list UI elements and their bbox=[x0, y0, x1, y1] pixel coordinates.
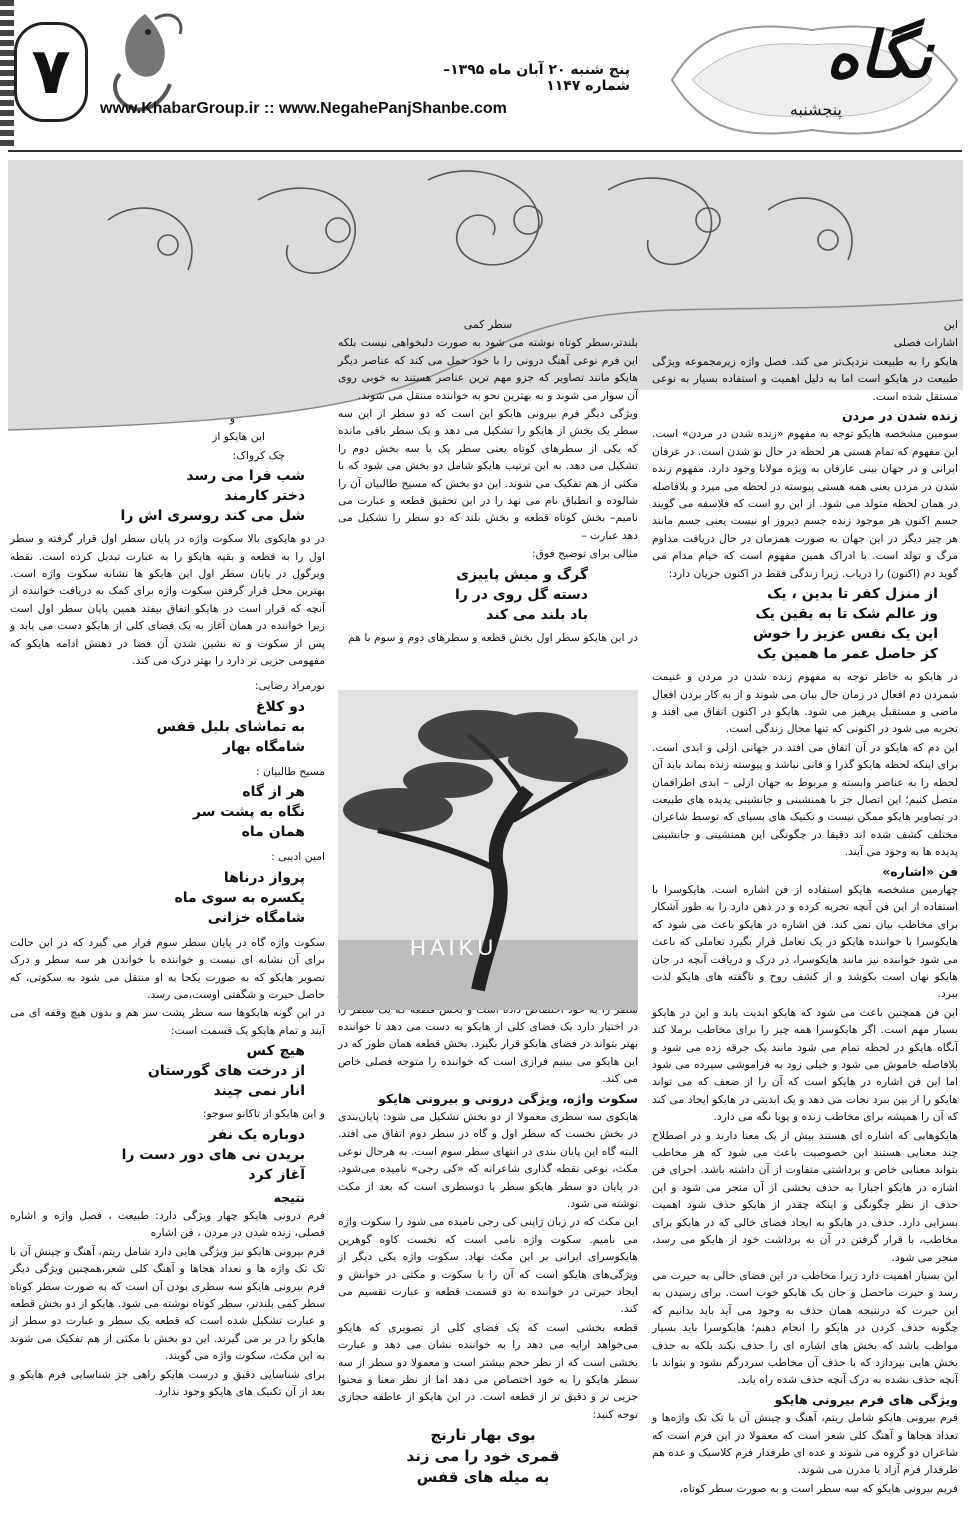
section-heading: نتیجه bbox=[273, 1189, 305, 1205]
logo bbox=[662, 0, 962, 150]
paragraph: قطعه بخشی است که یک فضای کلی از تصویری که هایکو می‌خواهد ارایه می دهد را به خواننده نشان می دهد و عبارت بخشی است که از نظر حجم بیشتر است و معمولا دو سطر از سه سطر هایکو را به خود اختصاص می دهد اما از نظر معنا و محتوا جزیی تر و دقیق تر از قطعه است. در این هایکو از عاطفه حجازی توجه کنید: bbox=[338, 1320, 638, 1421]
paragraph: این مکث که در زبان ژاپنی کی رجی نامیده می شود را سکوت واژه می نامیم. سکوت واژه نامی است که نخست کاوه گوهرین هایکوسرای ایرانی بر این مکث نهاد. سکوت واژه یکی دیگر از ویژگی‌های هایکو است که آن را با سکوت و مکثی در خوانش و ایجاد حیرتی در خواننده به دو قسمت قطعه و عبارت تقسیم می کند. bbox=[338, 1215, 638, 1316]
poem-line: وز عالم شک تا به یقین یک bbox=[755, 606, 938, 623]
paragraph: این دم که هایکو در آن اتفاق می افتد در جهانی ازلی و ابدی است. برای اینکه لحظه هایکو گذرا و فانی نباشد و پیوسته زنده بماند باید آن لحظه را به عناصر وابسته و مربوط به جهان ازلی – ابدی اطرافمان متصل کنیم؛ این اتصال جز با همنشینی و جانشینی پدیده های طبیعت در تصاویر هایکو ممکن نیست و تکنیک های بسیای که توسط شاعران مختلف کشف شده اند دقیقا در چگونگی این همنشینی و جانشینی پدیده ها به وجود می آیند. bbox=[652, 740, 958, 859]
paisley-swirls bbox=[8, 160, 963, 310]
phoenix-illustration bbox=[100, 4, 190, 114]
websites[interactable]: www.KhabarGroup.ir :: www.NegahePanjShanbe.com bbox=[100, 100, 507, 117]
masthead bbox=[0, 0, 970, 150]
paragraph: هایکوی سه سطری معمولا از دو بخش تشکیل می شود: پایان‌بندی در بخش نخست که سطر اول و گاه در سطر دوم اتفاق می افتد. البته گاه این پایان بندی در انتهای سطر سوم است. به هرحال نوعی مکث، نوعی نقطه گذاری شاعرانه که «کی رجی» نامیده می‌شود. در پایان دو سطر هایکو سطر یا دوسطری است که بعد از مکث نوشته می شود. bbox=[338, 1109, 638, 1210]
poem-line: یکسره به سوی ماه bbox=[174, 889, 305, 906]
poem-line: دوباره یک نفر bbox=[208, 1126, 305, 1143]
poem-line: به میله های قفس bbox=[416, 1468, 550, 1487]
section-heading: سکوت واژه، ویژگی درونی و بیرونی هایکو bbox=[378, 1090, 638, 1106]
poem bbox=[10, 782, 325, 842]
paragraph: در هایکو به خاطر توجه به مفهوم زنده شدن در مردن و غنیمت شمردن دم افعال در زمان حال بیان می شوند و از به کار بردن افعال ماضی و مستقبل پرهیز می شود. هایکو در اکنون اتفاق می افتد و تجربه می شود در اکنونی که تنها مجال زندگی است. bbox=[652, 670, 958, 736]
intro-paragraph: هایکو را به طبیعت نزدیک‌تر می کند. فصل واژه زیرمجموعه ویژگی طبیعت در هایکو است اما به دلیل اهمیت و استفاده بسیار به نوعی مستقل شده است. bbox=[652, 354, 958, 403]
paragraph: سومین مشخصه هایکو توجه به مفهوم «زنده شدن در مردن» است. این مفهوم که تمام هستی هر لحظه در حال نو شدن است. در عرفان ایرانی و در جهان بینی عارفان به ویژه مولانا وجود دارد. مفهوم زنده شدن در مردن یعنی همه هستی پیوسته در لحظه می میرد و بلافاصله در همان لحظه متولد می شود. از این رو است که فلاسفه می گویند جسم اکنون هر موجود زنده جسم دیروز او نیست یعنی جسم مانند هر چیز دیگر در این جهان به صورت همزمان در حال دریافت مداوم مرگ و تولد است. با ادراک همین مفهوم است که خیام مدام می گوید دم (اکنون) را دریاب. زیرا زندگی فقط در اکنون جریان دارد: bbox=[652, 427, 958, 580]
date-issue: پنج شنبه ۲۰ آبان ماه ۱۳۹۵– شماره ۱۱۴۷ bbox=[443, 62, 630, 94]
paragraph: برای شناسایی دقیق و درست هایکو راهی جز شناسایی فرم هایکو و بعد از آن تکنیک های هایکو وجود ندارد. bbox=[10, 1367, 325, 1398]
poem-line: بوی بهار نارنج bbox=[430, 1426, 536, 1445]
paragraph: ویژگی دیگر فرم بیرونی هایکو این است که دو سطر از این سه سطر یک بخش از هایکو را تشکیل می دهد و یک سطر باقی مانده که یکی از سطرهای کوتاه یعنی سطر یک یا سه بخش دوم را تشکیل می دهد. به این ترتیب هایکو شامل دو بخش می شود که با مکثی از هم تفکیک می شوند. این دو بخش که مسیح طالبیان آن را شالوده و انطباق نام می نهد را در این تحقیق قطعه و عبارت می نامیم– بخش کوتاه قطعه و بخش بلند که دو سطر را تشکیل می دهد عبارت – bbox=[338, 407, 638, 542]
intro-line: چک کرواک: bbox=[232, 448, 285, 462]
section-heading: زنده شدن در مردن bbox=[842, 408, 958, 424]
paragraph: در اختیار دارد یک فضای کلی از هایکو به دست می دهد تا خواننده بهتر بتواند در فضای هایکو قرار بگیرد. بخش قطعه همان طور که در این هایکو می بینیم فرازی است که خواننده را متوجه فصلی خاص می کند. bbox=[338, 1019, 638, 1086]
author-label: و این هایکو از تاکانو سوجو: bbox=[202, 1107, 325, 1121]
paragraph: فرم بیرونی هایکو شامل ریتم، آهنگ و چینش آن با تک تک واژه‌ها و تعداد هجاها و آهنگ کلی شعر است که معمولا در این فرم است که شاعران دو گروه می شوند و عده ای طرفدار فرم کلاسیک و عده هم طرفدار فرم آزاد یا مدرن می شوند. bbox=[652, 1411, 958, 1477]
page-number-box bbox=[14, 22, 88, 122]
poem-line: همان ماه bbox=[241, 824, 305, 841]
poem bbox=[10, 466, 325, 526]
ornament-spacer bbox=[10, 310, 325, 410]
header-rule bbox=[8, 150, 962, 152]
poem-line: شل می کند روسری اش را bbox=[120, 508, 305, 525]
intro-line: این هایکو از bbox=[212, 430, 265, 444]
poem-line: این یک نفس عزیز را خوش bbox=[752, 626, 938, 643]
poem-line: به تماشای بلبل قفس bbox=[156, 718, 305, 735]
paragraph: سکوت واژه گاه در پایان سطر سوم قرار می گیرد که در این حالت برای آن نشانه ای نیست و خواننده با خواندن هر سه سطر و درک تصویر هایکو که به صورت یکجا به او منتقل می شود به سکوتی، که حاصل حیرت و شگفتی اوست،می رسد. bbox=[10, 935, 325, 1001]
intro-line: اشارات فصلی bbox=[893, 336, 958, 350]
page-number: ۷ bbox=[31, 35, 71, 109]
image-caption: HAIKU bbox=[410, 935, 498, 960]
logo-sub: پنجشنبه bbox=[789, 100, 842, 119]
poem-line: شامگاه خزانی bbox=[207, 909, 305, 926]
poem-line: گرگ و میش پاییزی bbox=[456, 566, 588, 583]
poem bbox=[10, 1125, 325, 1185]
paragraph: مثالی برای توضیح فوق: bbox=[531, 547, 638, 561]
poem-line: قمری خود را می زند bbox=[406, 1447, 560, 1466]
poem bbox=[338, 1425, 638, 1488]
poem-line: از منزل کفر تا بدین ، یک bbox=[767, 586, 938, 603]
column-left bbox=[10, 310, 325, 1401]
poem bbox=[10, 868, 325, 928]
paragraph: این بسیار اهمیت دارد زیرا مخاطب در این فضای خالی به حیرت می رسد و حیرت ماحصل و جان یک هایکو خوب است. برای رسیدن به این حیرت که درنتیجه همان حذف به وجود می آید باید بدانیم که چگونه حذف کردن در هایکو را انجام دهیم؛ هایکوسرا باید بسیار مواظب باشد که بخش های اشاره ای را حذف نکند بلکه به حذف بخش هایی بپردازد که با حذف آن مخاطب سردرگم نشود و بتواند با آنچه حذف نشده به درک آنچه حذف شده راه یابد. bbox=[652, 1268, 958, 1387]
poem-line: باد بلند می کند bbox=[486, 606, 588, 623]
poem-line: نگاه به پشت سر bbox=[192, 804, 305, 821]
poem-line: شب فرا می رسد bbox=[186, 468, 305, 485]
paragraph: هایکوهایی که اشاره ای هستند بیش از یک معنا دارند و در اصطلاح چند معنایی هستند این خصوصیت باعث می شود که هر مخاطب بتواند معنایی خاص و برداشتی متفاوت از آن داشته باشد. اجرای فن اشاره در هایکو اجبارا به حذف بخشی از آن منجر می شود و این حذف از نظر چگونگی و اینکه چقدر از هایکو حذف شود اهمیت بسزایی دارد. حذف در هایکو به ایجاد فضای خالی که در هایکو برای مخاطب، با قرار گرفتن در آن به برداشت خود از هایکو می رسد، منجر می شود. bbox=[652, 1128, 958, 1264]
poem-line: از درخت های گورستان bbox=[147, 1063, 305, 1080]
author-label: نورمراد رضایی: bbox=[254, 679, 325, 693]
poem bbox=[10, 1041, 325, 1101]
author-label: امین ادیبی : bbox=[271, 850, 325, 864]
paragraph: در این هایکو سطر اول بخش قطعه و سطرهای دوم و سوم با هم bbox=[348, 630, 638, 644]
author-label: مسیح طالبیان : bbox=[255, 764, 325, 778]
poem-line: دسته گل روی در را bbox=[455, 586, 588, 603]
paragraph: بلندتر،سطر کوتاه نوشته می شود به صورت دلبخواهی نیست بلکه این فرم نوعی آهنگ درونی را با خود حمل می کند که عناصر دیگر هایکو مانند تصاویر که جزو مهم ترین عناصر هستند به خوبی روی آن سوار می شوند و به بهترین نحو به خواننده منتقل می شوند. bbox=[338, 336, 638, 402]
chain-border bbox=[0, 0, 14, 150]
paragraph: فریم بیرونی هایکو که سه سطر است و به صورت سطر کوتاه، bbox=[679, 1481, 958, 1495]
section-heading: ویژگی های فرم بیرونی هایکو bbox=[774, 1391, 958, 1407]
poem-line: بریدن نی های دور دست را bbox=[121, 1146, 305, 1163]
poem bbox=[10, 697, 325, 757]
poem bbox=[652, 584, 958, 664]
poem-line: شامگاه بهار bbox=[222, 738, 305, 755]
section-title: سطر کمی bbox=[463, 318, 513, 331]
poem-line: کز حاصل عمر ما همین یک bbox=[756, 646, 938, 663]
poem-line: هیچ کس bbox=[246, 1043, 305, 1060]
paragraph: چهارمین مشخصه هایکو استفاده از فن اشاره است. هایکوسرا با استفاده از این فن آنچه تجربه کرده و در ذهن دارد را به طور آشکار برای مخاطب بیان نمی کند. فن اشاره در هایکو باعث می شود که هایکوسرا با خواننده هایکو در یک تعامل قرار بگیرد تعاملی که باعث می شود خواننده نیز مانند هایکوسرا، در درک و دریافت آنچه در جان هایکو نهان است بکوشد و از کشف روح و ناگفته های هایکو لذت ببرد. bbox=[652, 882, 958, 1001]
paragraph: فرم درونی هایکو چهار ویژگی دارد: طبیعت ، فصل واژه و اشاره فصلی، زنده شدن در مردن ، فن اشاره bbox=[10, 1208, 325, 1240]
column-right bbox=[652, 316, 958, 1498]
poem-line: دختر کارمند bbox=[224, 488, 305, 505]
paragraph: در این گونه هایکوها سه سطر پشت سر هم و بدون هیچ وقفه ای می آیند و تمام هایکو یک قسمت است: bbox=[10, 1006, 325, 1037]
paragraph: فرم بیرونی هایکو نیز ویژگی هایی دارد شامل ریتم، آهنگ و چینش آن با تک تک واژه ها و تعداد هجاها و آهنگ کلی شعر،همچنین ویژگی دیگر فرم بیرونی هایکو سه سطری بودن آن است که به صورت سطر کوتاه سطر کمی بلندتر، سطر کوتاه نوشته می شود. هایکو از دو بخش قطعه و عبارت تشکیل شده است که قطعه یک سطر و عبارت دو سطر از هایکو را در بر می گیرند. این دو بخش با مکثی از هم تفکیک می شوند به این مکث، سکوت واژه می گویند. bbox=[10, 1244, 325, 1363]
poem bbox=[338, 565, 638, 625]
poem-line: پرواز درناها bbox=[223, 869, 305, 886]
poem-line: دو کلاغ bbox=[255, 698, 305, 715]
intro-line: و bbox=[229, 412, 235, 425]
paragraph: این فن همچنین باعث می شود که هایکو ابدیت یابد و این در هایکو بسیار مهم است. اگر هایکوسرا همه چیز را برای مخاطب برملا کند آنگاه هایکو در لحظه تمام می شود مانند یک جرقه زده می شود و بلافاصله خاموش می شود و خیلی زود به فراموشی سپرده می شود اما این فن اشاره در هایکو است که آن را از ضعف که می تواند هایکو را از بین ببرد نجات می دهد و یک ابدیتی در هایکو ایجاد می کند که آن را همیشه برای مخاطب زنده و پویا نگه می دارد. bbox=[652, 1005, 958, 1124]
intro-line: این bbox=[943, 318, 958, 331]
tree-image bbox=[338, 690, 638, 1010]
poem-line: انار نمی چیند bbox=[213, 1083, 305, 1100]
logo-main: نگاه bbox=[825, 18, 932, 93]
paragraph: در دو هایکوی بالا سکوت واژه در پایان سطر اول قرار گرفته و سطر اول را به قطعه و بقیه هایکو را به عبارت تبدیل کرده است. نقطه ویرگول در پایان سطر اول این هایکو ها نشانه سکوت واژه است. بهترین محل قرار گرفتن سکوت واژه برای کمک به دریافت خواننده از آنچه که قرار است در هایکو اتفاق بیفتد همین پایان سطر اول است زیرا خواننده در همان آغاز به یک فضای کلی از هایکو دست می یابد و پس از سکوت و ته نشین شدن آن فضا در ذهنش ادامه هایکو که مفهومی جزیی تر دارد را بهتر درک می کند. bbox=[10, 532, 325, 668]
poem-line: هر از گاه bbox=[242, 784, 305, 801]
section-heading: فن «اشاره» bbox=[882, 863, 958, 879]
poem-line: آغاز کرد bbox=[248, 1166, 305, 1183]
